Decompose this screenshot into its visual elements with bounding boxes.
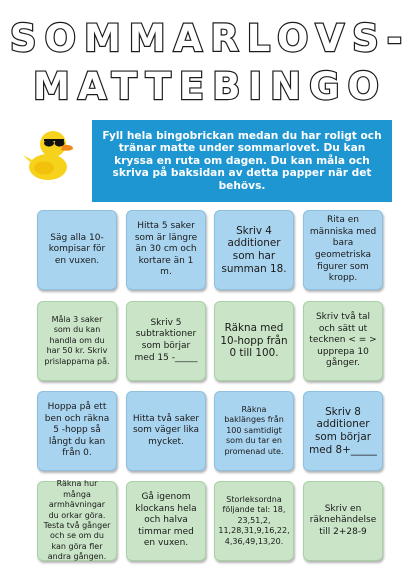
bingo-card[interactable]: [126, 481, 206, 561]
bingo-card[interactable]: [126, 301, 206, 381]
intro-banner: Fyll hela bingobrickan medan du har roligt och tränar matte under sommarlovet. Du kan kryssa en ruta om dagen. Du kan måla och skriva på baksidan av detta papper när det behövs.: [92, 120, 392, 202]
bingo-card[interactable]: [214, 210, 294, 290]
bingo-card-text: Skriv 8 additioner som börjar med 8+_____: [309, 405, 377, 456]
bingo-card-text: Rita en människa med bara geometriska figurer som kropp.: [309, 215, 377, 284]
bingo-card-text: Hoppa på ett ben och räkna 5 -hopp så långt du kan från 0.: [44, 402, 110, 459]
bingo-card-text: Storleksordna följande tal: 18, 23,51,2, 11,28,31,9,16,22, 4,36,49,13,20.: [218, 494, 290, 546]
bingo-card-text: Skriv två tal och sätt ut tecknen < = > upprepa 10 gånger.: [309, 312, 377, 369]
bingo-card[interactable]: [303, 210, 383, 290]
bingo-card-text: Räkna baklänges från 100 samtidigt som du tar en promenad ute.: [224, 404, 284, 456]
bingo-card-text: Skriv 4 additioner som har summan 18.: [221, 224, 287, 275]
bingo-card[interactable]: [214, 481, 294, 561]
bingo-card-text: Hitta två saker som väger lika mycket.: [132, 413, 200, 447]
bingo-card[interactable]: [37, 301, 117, 381]
page-title-line-1: SOMMARLOVS-: [9, 17, 411, 60]
page-title-line-2: MATTEBINGO: [33, 65, 387, 108]
bingo-card-text: Gå igenom klockans hela och halva timmar med en vuxen.: [135, 492, 197, 549]
bingo-card[interactable]: [303, 481, 383, 561]
duck-with-sunglasses-icon: [20, 122, 82, 184]
bingo-card-text: Säg alla 10-kompisar för en vuxen.: [48, 232, 106, 266]
bingo-card-text: Skriv 5 subtraktioner som börjar med 15 -_____: [134, 317, 198, 363]
bingo-card[interactable]: [303, 391, 383, 471]
bingo-card-text: Hitta 5 saker som är längre än 30 cm och kortare än 1 m.: [134, 221, 198, 278]
bingo-card[interactable]: [303, 301, 383, 381]
bingo-card[interactable]: [214, 301, 294, 381]
bingo-card-text: Räkna hur många armhävningar du orkar göra. Testa två gånger och se om du kan göra fler andra gången.: [43, 479, 111, 562]
bingo-card-text: Räkna med 10-hopp från 0 till 100.: [220, 322, 288, 360]
bingo-card-text: Skriv en räknehändelse till 2+28-9: [309, 503, 377, 537]
bingo-card[interactable]: [37, 210, 117, 290]
bingo-card-text: Måla 3 saker som du kan handla om du har 50 kr. Skriv prislapparna på.: [44, 314, 110, 366]
bingo-card[interactable]: [126, 391, 206, 471]
bingo-card[interactable]: [37, 481, 117, 561]
bingo-card[interactable]: [214, 391, 294, 471]
bingo-card[interactable]: [37, 391, 117, 471]
bingo-card[interactable]: [126, 210, 206, 290]
